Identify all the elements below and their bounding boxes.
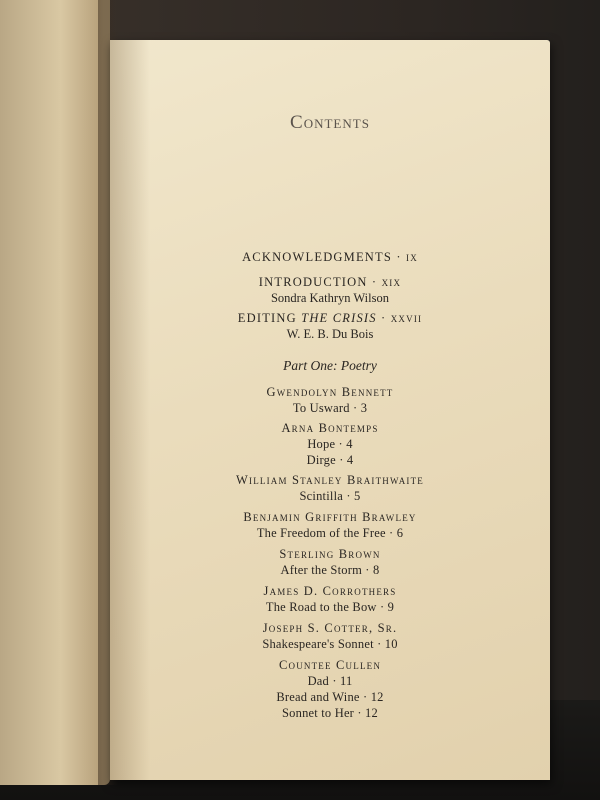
work-entry: Dirge · 4 [306,453,354,467]
introduction-entry: INTRODUCTION · xix [258,275,402,289]
contents-page [110,40,550,780]
page-title: Contents [290,112,370,133]
editing-author: W. E. B. Du Bois [286,327,374,341]
part-heading: Part One: Poetry [283,358,377,373]
author-name: Countee Cullen [278,658,382,672]
work-entry: Sonnet to Her · 12 [282,706,378,720]
contents-text [110,40,550,780]
author-name: Sterling Brown [279,547,381,561]
author-name: Benjamin Griffith Brawley [243,510,417,524]
work-entry: Scintilla · 5 [299,489,361,503]
author-name: James D. Corrothers [263,584,397,598]
the-crisis-title: THE CRISIS [301,311,377,325]
work-entry: The Road to the Bow · 9 [265,600,395,614]
author-name: Joseph S. Cotter, Sr. [262,621,398,635]
introduction-author: Sondra Kathryn Wilson [270,291,389,305]
author-name: Arna Bontemps [281,421,379,435]
author-name: William Stanley Braithwaite [236,473,424,487]
editing-prefix: EDITING [237,311,302,325]
work-entry: To Usward · 3 [292,401,368,415]
editing-crisis-entry [110,311,550,326]
author-name: Gwendolyn Bennett [266,385,394,399]
work-entry: Shakespeare's Sonnet · 10 [262,637,398,651]
acknowledgments-entry: ACKNOWLEDGMENTS · ix [242,250,418,264]
left-page-edge [0,0,110,785]
editing-suffix: · xxvii [376,311,423,325]
work-entry: After the Storm · 8 [280,563,380,577]
work-entry: Bread and Wine · 12 [276,690,384,704]
work-entry: Hope · 4 [307,437,353,451]
work-entry: Dad · 11 [307,674,353,688]
work-entry: The Freedom of the Free · 6 [256,526,404,540]
